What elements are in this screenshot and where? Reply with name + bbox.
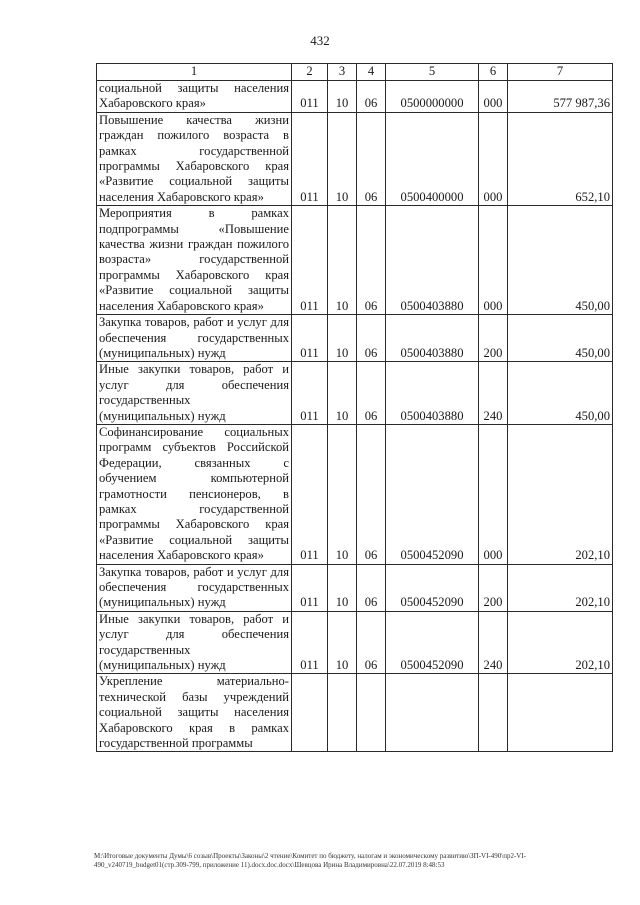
section-code: 10 [328, 424, 357, 564]
subsection-code: 06 [357, 611, 386, 674]
amount: 202,10 [508, 564, 613, 611]
table-row [97, 424, 613, 564]
column-header: 2 [292, 64, 328, 81]
table-row [97, 81, 613, 113]
subsection-code: 06 [357, 564, 386, 611]
row-name: Укрепление материально-технической базы учреждений социальной защиты населения Хабаровского края в рамках государственной программы [97, 674, 292, 752]
column-header: 1 [97, 64, 292, 81]
target-code: 0500403880 [386, 362, 479, 425]
section-code: 10 [328, 81, 357, 113]
table-row [97, 362, 613, 425]
target-code: 0500400000 [386, 112, 479, 205]
amount: 450,00 [508, 315, 613, 362]
ministry-code: 011 [292, 315, 328, 362]
ministry-code [292, 674, 328, 752]
subsection-code: 06 [357, 206, 386, 315]
column-header: 3 [328, 64, 357, 81]
subsection-code: 06 [357, 112, 386, 205]
ministry-code: 011 [292, 611, 328, 674]
kind-code: 000 [479, 424, 508, 564]
table-row [97, 674, 613, 752]
column-header: 6 [479, 64, 508, 81]
kind-code: 000 [479, 206, 508, 315]
ministry-code: 011 [292, 112, 328, 205]
kind-code: 240 [479, 362, 508, 425]
section-code: 10 [328, 611, 357, 674]
amount: 652,10 [508, 112, 613, 205]
target-code: 0500403880 [386, 206, 479, 315]
kind-code: 000 [479, 112, 508, 205]
table-row [97, 112, 613, 205]
kind-code: 200 [479, 564, 508, 611]
ministry-code: 011 [292, 206, 328, 315]
target-code: 0500452090 [386, 424, 479, 564]
amount: 202,10 [508, 424, 613, 564]
section-code: 10 [328, 112, 357, 205]
row-name: социальной защиты населения Хабаровского края» [97, 81, 292, 113]
row-name: Закупка товаров, работ и услуг для обеспечения государственных (муниципальных) нужд [97, 564, 292, 611]
column-header: 4 [357, 64, 386, 81]
target-code: 0500403880 [386, 315, 479, 362]
row-name: Софинансирование социальных программ субъектов Российской Федерации, связанных с обучением компьютерной грамотности пенсионеров, в рамках государственной программы Хабаровского края «Развитие социальной защиты населения Хабаровского края» [97, 424, 292, 564]
subsection-code [357, 674, 386, 752]
ministry-code: 011 [292, 424, 328, 564]
row-name: Иные закупки товаров, работ и услуг для обеспечения государственных (муниципальных) нужд [97, 362, 292, 425]
amount: 450,00 [508, 206, 613, 315]
target-code: 0500452090 [386, 611, 479, 674]
kind-code: 000 [479, 81, 508, 113]
kind-code: 200 [479, 315, 508, 362]
section-code: 10 [328, 315, 357, 362]
section-code: 10 [328, 564, 357, 611]
page-number: 432 [310, 33, 330, 48]
section-code: 10 [328, 206, 357, 315]
document-footer: M:\Итоговые документы Думы\6 созыв\Проекты\Законы\2 чтение\Комитет по бюджету, налогам и экономическому развитию\ЗП-VI-490\пр2-VI-490_v240719_budget01(стр.309-799, приложение 11).docx.doc.docx\Шевцова Ирина Владимировна\22.07.2019 8:48:53 [94, 852, 526, 869]
subsection-code: 06 [357, 424, 386, 564]
ministry-code: 011 [292, 564, 328, 611]
subsection-code: 06 [357, 362, 386, 425]
section-code: 10 [328, 362, 357, 425]
table-row [97, 315, 613, 362]
table-row [97, 206, 613, 315]
subsection-code: 06 [357, 315, 386, 362]
row-name: Повышение качества жизни граждан пожилого возраста в рамках государственной программы Хабаровского края «Развитие социальной защиты населения Хабаровского края» [97, 112, 292, 205]
ministry-code: 011 [292, 81, 328, 113]
target-code: 0500000000 [386, 81, 479, 113]
target-code: 0500452090 [386, 564, 479, 611]
column-header: 7 [508, 64, 613, 81]
column-header: 5 [386, 64, 479, 81]
table-row [97, 611, 613, 674]
amount: 202,10 [508, 611, 613, 674]
section-code [328, 674, 357, 752]
row-name: Мероприятия в рамках подпрограммы «Повышение качества жизни граждан пожилого возраста» государственной программы Хабаровского края «Развитие социальной защиты населения Хабаровского края» [97, 206, 292, 315]
table-row [97, 564, 613, 611]
row-name: Закупка товаров, работ и услуг для обеспечения государственных (муниципальных) нужд [97, 315, 292, 362]
budget-table [96, 63, 613, 752]
amount [508, 674, 613, 752]
row-name: Иные закупки товаров, работ и услуг для обеспечения государственных (муниципальных) нужд [97, 611, 292, 674]
subsection-code: 06 [357, 81, 386, 113]
ministry-code: 011 [292, 362, 328, 425]
kind-code [479, 674, 508, 752]
kind-code: 240 [479, 611, 508, 674]
amount: 577 987,36 [508, 81, 613, 113]
amount: 450,00 [508, 362, 613, 425]
target-code [386, 674, 479, 752]
header-row [97, 64, 613, 81]
